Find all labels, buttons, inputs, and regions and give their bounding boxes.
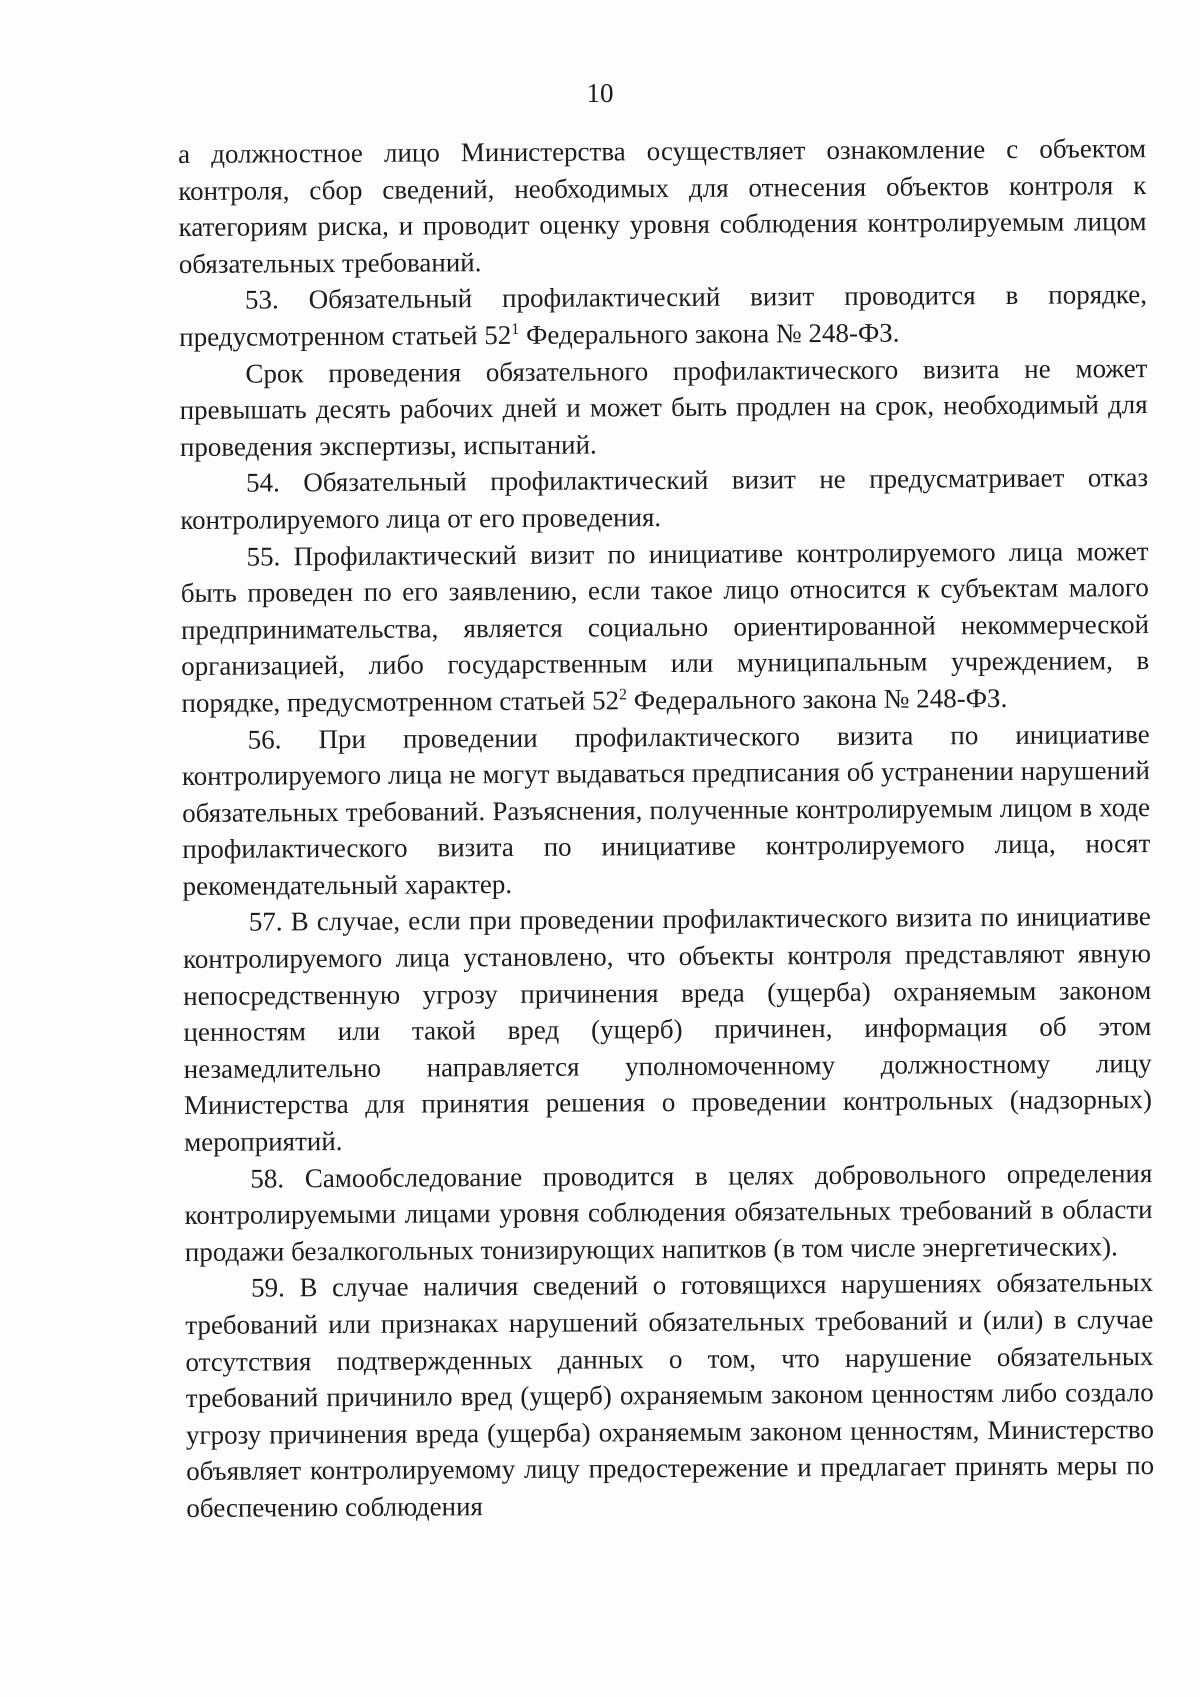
paragraph-text: 55. Профилактический визит по инициативе контролируемого лица может быть проведен по его заявлению, если такое лицо относится к субъектам малого предпринимательства, является социально ориентированной некоммерческой организацией, либо государственным или муниципальным учреждением, в порядке, предусмотренном статьей 52: [180, 535, 1150, 718]
paragraph-text: 56. При проведении профилактического визита по инициативе контролируемого лица не могут выдаваться предписания об устранении нарушений обязательных требований. Разъяснения, полученные контролируемым лицом в ходе профилактического визита по инициативе контролируемого лица, носят рекомендательный характер.: [181, 718, 1151, 901]
document-body: [178, 130, 1154, 1526]
paragraph-p56: [182, 716, 1151, 905]
paragraph-p53: [179, 276, 1147, 355]
footnote-superscript: 2: [618, 686, 628, 704]
paragraph-text: Срок проведения обязательного профилактического визита не может превышать десять рабочих дней и может быть продлен на срок, необходимый для проведения экспертизы, испытаний.: [179, 352, 1148, 462]
paragraph-text: Федерального закона № 248-ФЗ.: [519, 317, 900, 350]
page-number: 10: [586, 78, 614, 108]
paragraph-p58: [184, 1155, 1153, 1271]
paragraph-text: 54. Обязательный профилактический визит не предусматривает отказ контролируемого лица от его проведения.: [180, 462, 1149, 535]
paragraph-text: Федерального закона № 248-ФЗ.: [626, 682, 1008, 716]
paragraph-p57: [183, 899, 1153, 1161]
footnote-superscript: 1: [511, 320, 520, 338]
paragraph-p55: [180, 533, 1149, 722]
paragraph-p59: [185, 1264, 1155, 1526]
paragraph-text: 53. Обязательный профилактический визит проводится в порядке, предусмотренном статьей 52: [179, 279, 1148, 352]
paragraph-text: а должностное лицо Министерства осуществляет ознакомление с объектом контроля, сбор сведений, необходимых для отнесения объектов контроля к категориям риска, и проводит оценку уровня соблюдения контролируемым лицом обязательных требований.: [178, 133, 1147, 279]
paragraph-p0: [178, 130, 1147, 282]
paragraph-p54: [180, 459, 1148, 538]
paragraph-text: 57. В случае, если при проведении профилактического визита по инициативе контролируемого лица установлено, что объекты контроля представляют явную непосредственную угрозу причинения вреда (ущерба) охраняемым законом ценностям или такой вред (ущерб) причинен, информация об этом незамедлительно направляется уполномоченному должностному лицу Министерства для принятия решения о проведении контрольных (надзорных) мероприятий.: [182, 901, 1152, 1158]
paragraph-p53b: [179, 350, 1148, 466]
paragraph-text: 59. В случае наличия сведений о готовящихся нарушениях обязательных требований или признаках нарушений обязательных требований и (или) в случае отсутствия подтвержденных данных о том, что нарушение обязательных требований причинило вред (ущерб) охраняемым законом ценностям либо создало угрозу причинения вреда (ущерба) охраняемым законом ценностям, Министерство объявляет контролируемому лицу предостережение и предлагает принять меры по обеспечению соблюдения: [185, 1267, 1155, 1523]
paragraph-text: 58. Самообследование проводится в целях добровольного определения контролируемыми лицами уровня соблюдения обязательных требований в области продажи безалкогольных тонизирующих напитков (в том числе энергетических).: [184, 1157, 1153, 1267]
